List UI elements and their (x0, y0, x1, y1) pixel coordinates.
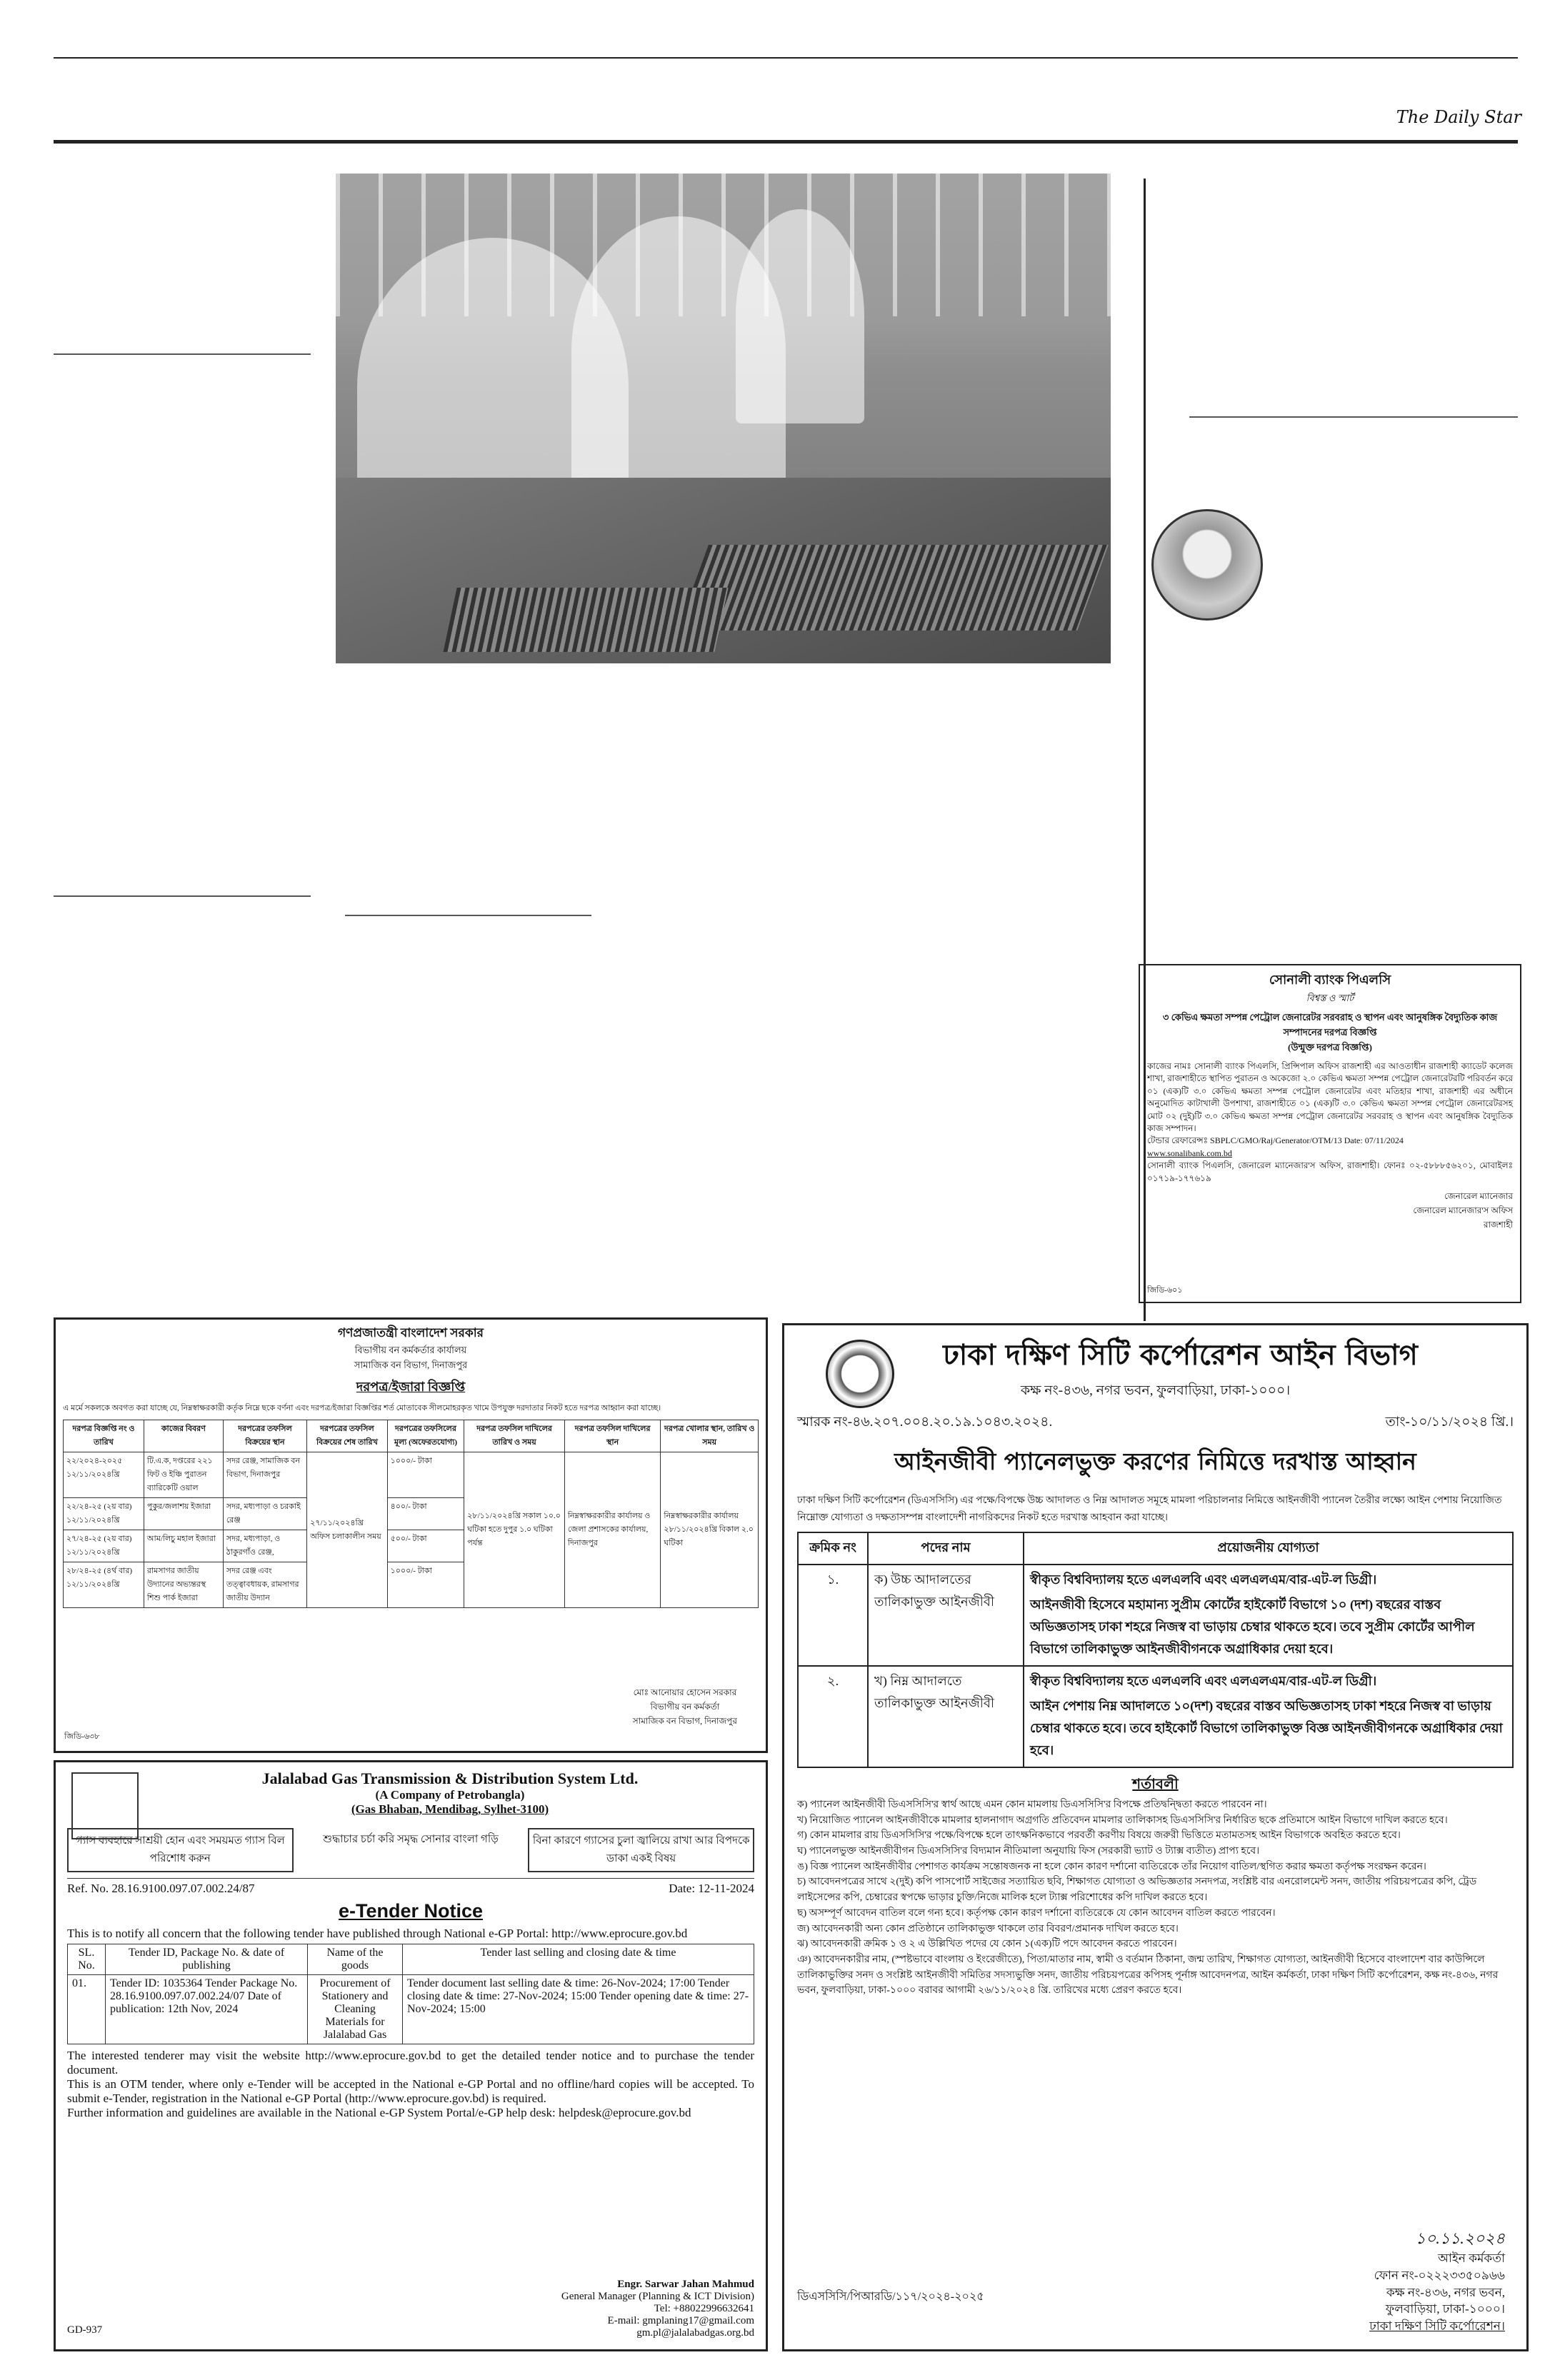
table-row (68, 1975, 754, 2044)
gas-c3: Procurement of Stationery and Cleaning Materials for Jalalabad Gas (308, 1975, 403, 2044)
forest-cell: ৪০০/- টাকা (387, 1498, 464, 1530)
dscc-ad (782, 1323, 1529, 2351)
gas-date: Date: 12-11-2024 (669, 1882, 754, 1895)
forest-place: নিম্নস্বাক্ষরকারীর কার্যালয় ও জেলা প্রশাসকের কার্যালয়, দিনাজপুর (564, 1452, 661, 1608)
forest-h5: দরপত্র তফসিল দাখিলের তারিখ ও সময় (464, 1420, 565, 1452)
list-item: ছ) অসম্পূর্ণ আবেদন বাতিল বলে গন্য হবে। কর্তৃপক্ষ কোন কারণ দর্শানো ব্যতিরেকে যে কোন আবেদন বাতিল করতে পারবেন। (797, 1907, 1276, 1919)
forest-h2: দরপত্রের তফসিল বিক্রয়ের স্থান (223, 1420, 306, 1452)
gas-banner2: শুদ্ধাচার চর্চা করি সমৃদ্ধ সোনার বাংলা গড়ি (323, 1834, 499, 1845)
forest-dept-ad (54, 1317, 768, 1753)
forest-cell: সদর রেঞ্জ, সামাজিক বন বিভাগ, দিনাজপুর (223, 1452, 306, 1498)
gas-sub1: (A Company of Petrobangla) (375, 1788, 525, 1802)
sonali-ref: টেন্ডার রেফারেন্সঃ SBPLC/GMO/Raj/Generator/OTM/13 Date: 07/11/2024 (1147, 1135, 1404, 1146)
dscc-memo: স্মারক নং-৪৬.২০৭.০০৪.২০.১৯.১০৪৩.২০২৪. (797, 1415, 1053, 1430)
dscc-intro: ঢাকা দক্ষিণ সিটি কর্পোরেশন (ডিএসসিসি) এর পক্ষে/বিপক্ষে উচ্চ আদালত ও নিম্ন আদালত সমূহে মামলা পরিচালনার নিমিত্তে আইনজীবী প্যানেল তৈরীর লক্ষ্যে আইন পেশায় নিয়োজিত নিম্নোক্ত যোগ্যতা ও দক্ষতাসম্পন্ন বাংলাদেশী নাগরিকদের নিকট হতে দরখাস্ত আহবান করা যাচ্ছে। (797, 1495, 1502, 1523)
gas-sub2: (Gas Bhaban, Mendibag, Sylhet-3100) (351, 1802, 549, 1816)
forest-cell: ১০০০/- টাকা (387, 1562, 464, 1608)
list-item: চ) আবেদনপত্রের সাথে ২(দুই) কপি পাসপোর্ট সাইজের সত্যায়িত ছবি, শিক্ষাগত যোগ্যতা ও অভিজ্ঞতার সনদপত্র, সংশ্লিষ্ট বার এনরোলমেন্ট সনদ, জাতীয় পরিচয়পত্রের কপি, ট্রেড লাইসেন্সের কপি, চেম্বারের স্বপক্ষে ভাড়ার চুক্তি/নিজে মালিক হলে ট্যাক্স পরিশোধের কপি দাখিল করতে হবে। (797, 1877, 1477, 1904)
forest-h4: দরপত্রের তফসিলের মূল্য (অফেরতযোগ্য) (387, 1420, 464, 1452)
forest-cell: সদর, মধ্যপাড়া, ও ঠাকুরগাঁও রেঞ্জ, (223, 1530, 306, 1562)
col-divider-left (54, 353, 311, 355)
col-divider-mid (345, 915, 591, 916)
dscc-sig4: ফুলবাড়িয়া, ঢাকা-১০০০। (1385, 2302, 1505, 2316)
list-item: ঘ) প্যানেলভুক্ত আইনজীবীগন ডিএসসিসি'র বিদ্যমান নীতিমালা অনুযায়ি ফিস (সরকারী ভ্যাট ও ট্যাক্স ব্যতীত) প্রাপ্য হবে। (797, 1846, 1260, 1857)
forest-l2: বিভাগীয় বন কর্মকর্তার কার্যালয় (354, 1345, 467, 1355)
gas-c1: 01. (68, 1975, 106, 2044)
gas-banner3: বিনা কারণে গ্যাসের চুলা জ্বালিয়ে রাখা আর বিপদকে ডাকা একই বিষয় (528, 1828, 754, 1872)
sonali-tagline: বিশ্বস্ত ও স্মার্ট (1306, 993, 1354, 1003)
forest-sign3: সামাজিক বন বিভাগ, দিনাজপুর (632, 1716, 737, 1726)
dscc-r1b: আইনজীবী হিসেবে মহামান্য সুপ্রীম কোর্টের হাইকোর্ট বিভাগে ১০ (দশ) বছরের বাস্তব অভিজ্ঞতাসহ ঢাকা শহরে নিজস্ব বা ভাড়ায় চেম্বার থাকতে হবে। তবে সুপ্রীম কোর্টের আপীল বিভাগে তালিকাভুক্ত আইনজীবীগনকে অগ্রাধিকার দেয়া হবে। (1030, 1597, 1475, 1656)
gas-code: GD-937 (67, 2324, 103, 2336)
jalalabad-gas-ad (54, 1760, 768, 2351)
forest-submit: ২৮/১১/২০২৪খ্রি সকাল ১০.০ ঘটিকা হতে দুপুর ১.০ ঘটিকা পর্যন্ত (464, 1452, 565, 1608)
gas-sig3: Tel: +88022996632641 (654, 2303, 754, 2314)
forest-cell: ৫০০/- টাকা (387, 1530, 464, 1562)
dscc-th2: পদের নাম (868, 1532, 1024, 1565)
dscc-th1: ক্রমিক নং (798, 1532, 868, 1565)
forest-cell: সদর, মধ্যপাড়া ও চরকাই রেঞ্জ (223, 1498, 306, 1530)
top-rule (54, 57, 1518, 59)
forest-sign1: মোঃ আনোয়ার হোসেন সরকার (633, 1687, 737, 1697)
list-item: ঝ) আবেদনকারী ক্রমিক ১ ও ২ এ উল্লিখিত পদের যে কোন ১(এক)টি পদে আবেদন করতে পারবেন। (797, 1939, 1177, 1950)
forest-h6: দরপত্র তফসিল দাখিলের স্থান (564, 1420, 661, 1452)
dscc-seal-icon (826, 1340, 894, 1408)
sonali-body: কাজের নামঃ সোনালী ব্যাংক পিএলসি, প্রিন্সিপাল অফিস রাজশাহী এর আওতাধীন রাজশাহী ক্যাডেট কলেজ শাখা, রাজশাহীতে স্থাপিত পুরাতন ও অকেজো ২.০ কেভিএ ক্ষমতা সম্পন্ন পেট্রোল জেনারেটরটি পরিবর্তন করে ০১ (এক)টি ৩.০ কেভিএ ক্ষমতা সম্পন্ন পেট্রোল জেনারেটর এবং মতিহার শাখা, রাজশাহী এর অধীনে অনুমোদিত কাটাখালী উপশাখা, রাজশাহীতে ০১ (এক)টি ৩.০ কেভিএ ক্ষমতা সম্পন্ন পেট্রোল জেনারেটরসহ মোট ০২ (দুই)টি ৩.০ কেভিএ ক্ষমতা সম্পন্ন পেট্রোল জেনারেটর সরবরাহ ও স্থাপন এবং আনুষঙ্গিক বৈদ্যুতিক কাজ সম্পাদন। (1147, 1061, 1513, 1133)
forest-table (63, 1420, 759, 1608)
dscc-address: কক্ষ নং-৪৩৬, নগর ভবন, ফুলবাড়িয়া, ঢাকা-১০০০। (1020, 1383, 1291, 1398)
sonali-sign3: রাজশাহী (1483, 1219, 1513, 1230)
gas-table (67, 1944, 754, 2044)
gas-title: e-Tender Notice (338, 1900, 484, 1922)
forest-last-date: ২৭/১১/২০২৪খ্রি অফিস চলাকালীন সময় (307, 1452, 387, 1608)
dscc-sig-date: ১০.১১.২০২৪ (1415, 2229, 1505, 2248)
sonali-sign1: জেনারেল ম্যানেজার (1444, 1190, 1513, 1201)
sonali-sign2: জেনারেল ম্যানেজার'স অফিস (1413, 1205, 1513, 1215)
gas-banner1: গ্যাস ব্যবহারে সাশ্রয়ী হোন এবং সময়মত গ্যাস বিল পরিশোধ করুন (67, 1828, 294, 1872)
dscc-sig5: ঢাকা দক্ষিণ সিটি কর্পোরেশন। (1369, 2319, 1505, 2334)
dscc-table (797, 1532, 1514, 1768)
gas-intro: This is to notify all concern that the following tender have published through National e-GP Portal: http://www.eprocure.gov.bd (67, 1927, 688, 1940)
sonali-web[interactable]: www.sonalibank.com.bd (1147, 1148, 1232, 1158)
forest-cell: ২৭/২৪-২৫ (২য় বার) ১২/১১/২০২৪খ্রি (64, 1530, 144, 1562)
gas-p1: The interested tenderer may visit the website http://www.eprocure.gov.bd to get the detailed tender notice and to purchase the tender document. (67, 2049, 754, 2077)
dscc-sig3: কক্ষ নং-৪৩৬, নগর ভবন, (1386, 2285, 1505, 2299)
dscc-sig1: আইন কর্মকর্তা (1438, 2251, 1505, 2266)
table-row (798, 1565, 1513, 1666)
forest-intro: এ মর্মে সকলকে অবগত করা যাচ্ছে যে, নিম্নস্বাক্ষরকারী কর্তৃক নিম্নে ছকে বর্ণনা এবং দরপত্র/ইজারা বিজ্ঞপ্তির শর্ত মোতাবেক সীলমোহরকৃত খামে উপযুক্ত দরদাতার নিকট হতে দরপত্র আহ্বান করা যাচ্ছে। (63, 1404, 661, 1412)
forest-h3: দরপত্রের তফসিল বিক্রয়ের শেষ তারিখ (307, 1420, 387, 1452)
sonali-heading: ৩ কেভিএ ক্ষমতা সম্পন্ন পেট্রোল জেনারেটর সরবরাহ ও স্থাপন এবং আনুষঙ্গিক বৈদ্যুতিক কাজ সম্পাদনের দরপত্র বিজ্ঞপ্তি (1162, 1012, 1498, 1038)
table-row (64, 1452, 759, 1498)
forest-cell: ১০০০/- টাকা (387, 1452, 464, 1498)
gas-h4: Tender last selling and closing date & time (403, 1944, 754, 1975)
forest-open: নিম্নস্বাক্ষরকারীর কার্যালয় ২৮/১১/২০২৪খ্রি বিকাল ২.০ ঘটিকা (661, 1452, 759, 1608)
dscc-r2a: স্বীকৃত বিশ্ববিদ্যালয় হতে এলএলবি এবং এলএলএম/বার-এট-ল ডিগ্রী। (1030, 1674, 1377, 1688)
sonali-sub: (উন্মুক্ত দরপত্র বিজ্ঞপ্তি) (1288, 1042, 1372, 1053)
forest-h0: দরপত্র বিজ্ঞপ্তি নং ও তারিখ (64, 1420, 144, 1452)
forest-cell: আম/লিচু মহাল ইজারা (144, 1530, 223, 1562)
dscc-terms-title: শর্তাবলী (1132, 1777, 1179, 1792)
sonali-bank-ad (1139, 964, 1521, 1303)
dscc-th3: প্রয়োজনীয় যোগ্যতা (1024, 1532, 1513, 1565)
jalalabad-logo-icon (71, 1772, 139, 1839)
sonali-contact: সোনালী ব্যাংক পিএলসি, জেনারেল ম্যানেজার'স অফিস, রাজশাহী। ফোনঃ ০২-৫৮৮৮৫৬২০১, মোবাইলঃ ০১৭১৯-১৭৭৬১৯ (1147, 1160, 1513, 1183)
forest-cell: সদর রেঞ্জ এবং তত্ত্বাবধায়ক, রামসাগর জাতীয় উদ্যান (223, 1562, 306, 1608)
forest-cell: পুকুর/জলাশয় ইজারা (144, 1498, 223, 1530)
table-row (798, 1666, 1513, 1767)
gas-h3: Name of the goods (308, 1944, 403, 1975)
list-item: ঞ) আবেদনকারীর নাম, (স্পষ্টভাবে বাংলায় ও ইংরেজীতে), পিতা/মাতার নাম, স্বামী ও বর্তমান ঠিকানা, জন্ম তারিখ, শিক্ষাগত যোগ্যতা, আইনজীবী হিসেবে বাংলাদেশ বার কাউন্সিলে তালিকাভুক্তির সনদ ও সংশ্লিষ্ট আইনজীবী সমিতির সদস্যভুক্তি সনদ, জাতীয় পরিচয়পত্রের কপিসহ পূর্নাঙ্গ আবেদনপত্র, আইন কর্মকর্তা, ঢাকা দক্ষিণ সিটি কর্পোরেশন, কক্ষ নং-৪৩৬, নগর ভবন, ফুলবাড়িয়া, ঢাকা-১০০০ বরাবর আগামী ২৬/১১/২০২৪ খ্রি. তারিখের মধ্যে প্রেরণ করতে হবে। (797, 1954, 1499, 1997)
col-divider-left-2 (54, 895, 311, 897)
header-rule (54, 140, 1518, 144)
gas-sig2: General Manager (Planning & ICT Division) (561, 2291, 754, 2302)
forest-l1: গণপ্রজাতন্ত্রী বাংলাদেশ সরকার (337, 1326, 484, 1340)
gas-c4: Tender document last selling date & time: 26-Nov-2024; 17:00 Tender closing date & time: 27-Nov-2024; 15:00 Tender opening date & time: 27-Nov-2024; 15:00 (403, 1975, 754, 2044)
gas-ref: Ref. No. 28.16.9100.097.07.002.24/87 (67, 1882, 255, 1895)
dscc-r1a: স্বীকৃত বিশ্ববিদ্যালয় হতে এলএলবি এবং এলএলএম/বার-এট-ল ডিগ্রী। (1030, 1572, 1377, 1587)
list-item: খ) নিয়োজিত প্যানেল আইনজীবীকে মামলার হালনাগাদ অগ্রগতি প্রতিবেদন মামলার তালিকাসহ ডিএসসিসি'র নির্ধারিত ছকে প্রতিমাসে আইন বিভাগে দাখিল করতে হবে। (797, 1814, 1448, 1826)
list-item: জ) আবেদনকারী অন্য কোন প্রতিষ্ঠানে তালিকাভুক্ত থাকলে তার বিবরণ/প্রমানক দাখিল করতে হবে। (797, 1923, 1179, 1934)
gas-sig1: Engr. Sarwar Jahan Mahmud (617, 2279, 754, 2290)
dscc-r2p: খ) নিম্ন আদালতে তালিকাভুক্ত আইনজীবী (868, 1666, 1024, 1767)
list-item: গ) কোন মামলার রায় ডিএসসিসি'র পক্ষে/বিপক্ষে হলে তাৎক্ষনিকভাবে পরবর্তী করণীয় বিষয়ে জরুরী ভিত্তিতে মতামতসহ আইন বিভাগকে অবহিত করতে হবে। (797, 1830, 1401, 1842)
dscc-r1p: ক) উচ্চ আদালতের তালিকাভুক্ত আইনজীবী (868, 1565, 1024, 1666)
forest-cell: রামসাগর জাতীয় উদ্যানের অভ্যন্তরস্থ শিশু পার্ক ইজারা (144, 1562, 223, 1608)
forest-l3: সামাজিক বন বিভাগ, দিনাজপুর (354, 1360, 468, 1370)
gas-p3: Further information and guidelines are available in the National e-GP System Portal/e-GP help desk: helpdesk@eprocure.gov.bd (67, 2106, 691, 2119)
gas-h1: SL. No. (68, 1944, 106, 1975)
sonali-title: সোনালী ব্যাংক পিএলসি (1269, 973, 1391, 987)
dscc-headline: আইনজীবী প্যানেলভুক্ত করণের নিমিত্তে দরখাস্ত আহ্বান (894, 1447, 1416, 1475)
forest-code: জিডি-৬৩৮ (64, 1732, 100, 1741)
gas-sig4[interactable]: E-mail: gmplaning17@gmail.com (607, 2315, 754, 2326)
dscc-date: তাং-১০/১১/২০২৪ খ্রি.। (1385, 1415, 1514, 1430)
sonali-code: জিডি-৬০১ (1147, 1286, 1183, 1295)
col-divider-right (1189, 416, 1518, 418)
gas-c2: Tender ID: 1035364 Tender Package No. 28.16.9100.097.07.002.24/07 Date of publication: 12th Nov, 2024 (106, 1975, 308, 2044)
forest-title: দরপত্র/ইজারা বিজ্ঞপ্তি (356, 1380, 466, 1394)
forest-h1: কাজের বিবরণ (144, 1420, 223, 1452)
dscc-r1n: ১. (798, 1565, 868, 1666)
gas-sig5[interactable]: gm.pl@jalalabadgas.org.bd (636, 2327, 754, 2339)
dscc-r2n: ২. (798, 1666, 868, 1767)
forest-cell: ২২/২৪-২৫ (২য় বার) ১২/১১/২০২৪খ্রি (64, 1498, 144, 1530)
forest-cell: টি.এ.ক, দপ্তরের ২২১ ফিট ও ইঞ্চি পুরাতন ব্যারিকেটি ওয়াল (144, 1452, 223, 1498)
gas-name: Jalalabad Gas Transmission & Distribution System Ltd. (261, 1769, 639, 1787)
forest-h7: দরপত্র খোলার স্থান, তারিখ ও সময় (661, 1420, 759, 1452)
forest-cell: ২৮/২৪-২৫ (৪র্থ বার) ১২/১১/২০২৪খ্রি (64, 1562, 144, 1608)
dscc-title: ঢাকা দক্ষিণ সিটি কর্পোরেশন আইন বিভাগ (943, 1339, 1418, 1372)
dscc-code: ডিএসসিসি/পিআরডি/১১৭/২০২৪-২০২৫ (797, 2291, 984, 2303)
forest-sign2: বিভাগীয় বন কর্মকর্তা (650, 1702, 720, 1712)
dscc-r2b: আইন পেশায় নিম্ন আদালতে ১০(দশ) বছরের বাস্তব অভিজ্ঞতাসহ ঢাকা শহরে নিজস্ব বা ভাড়ায় চেম্বার থাকতে হবে। তবে হাইকোর্ট বিভাগে তালিকাভুক্ত বিজ্ঞ আইনজীবীগনকে অগ্রাধিকার দেয়া হবে। (1030, 1699, 1503, 1757)
list-item: ঙ) বিজ্ঞ প্যানেল আইনজীবীর পেশাগত কার্যক্রম সন্তোষজনক না হলে কোন কারণ দর্শানো ব্যতিরেকে তাঁর নিয়োগ বাতিল/স্থগিত করার ক্ষমতা কর্তৃপক্ষ সংরক্ষন করেন। (797, 1861, 1426, 1872)
gas-p2: This is an OTM tender, where only e-Tender will be accepted in the National e-GP Portal and no offline/hard copies will be accepted. To submit e-Tender, registration in the National e-GP Portal (http://www.eprocure.gov.bd) is required. (67, 2077, 754, 2105)
dscc-terms (797, 1797, 1514, 1999)
columnist-portrait (1151, 509, 1263, 621)
masthead: The Daily Star (1396, 107, 1521, 127)
forest-cell: ২২/২০২৪-২০২৫ ১২/১১/২০২৪খ্রি (64, 1452, 144, 1498)
dscc-sig2: ফোন নং-০২২২৩৩৫০৯৬৬ (1374, 2268, 1505, 2282)
gas-h2: Tender ID, Package No. & date of publishing (106, 1944, 308, 1975)
list-item: ক) প্যানেল আইনজীবী ডিএসসিসি'র স্বার্থ আছে এমন কোন মামলায় ডিএসসিসি'র বিপক্ষে প্রতিদ্বন্দ্বিতা করতে পারবেন না। (797, 1799, 1267, 1810)
news-photo (336, 174, 1111, 663)
